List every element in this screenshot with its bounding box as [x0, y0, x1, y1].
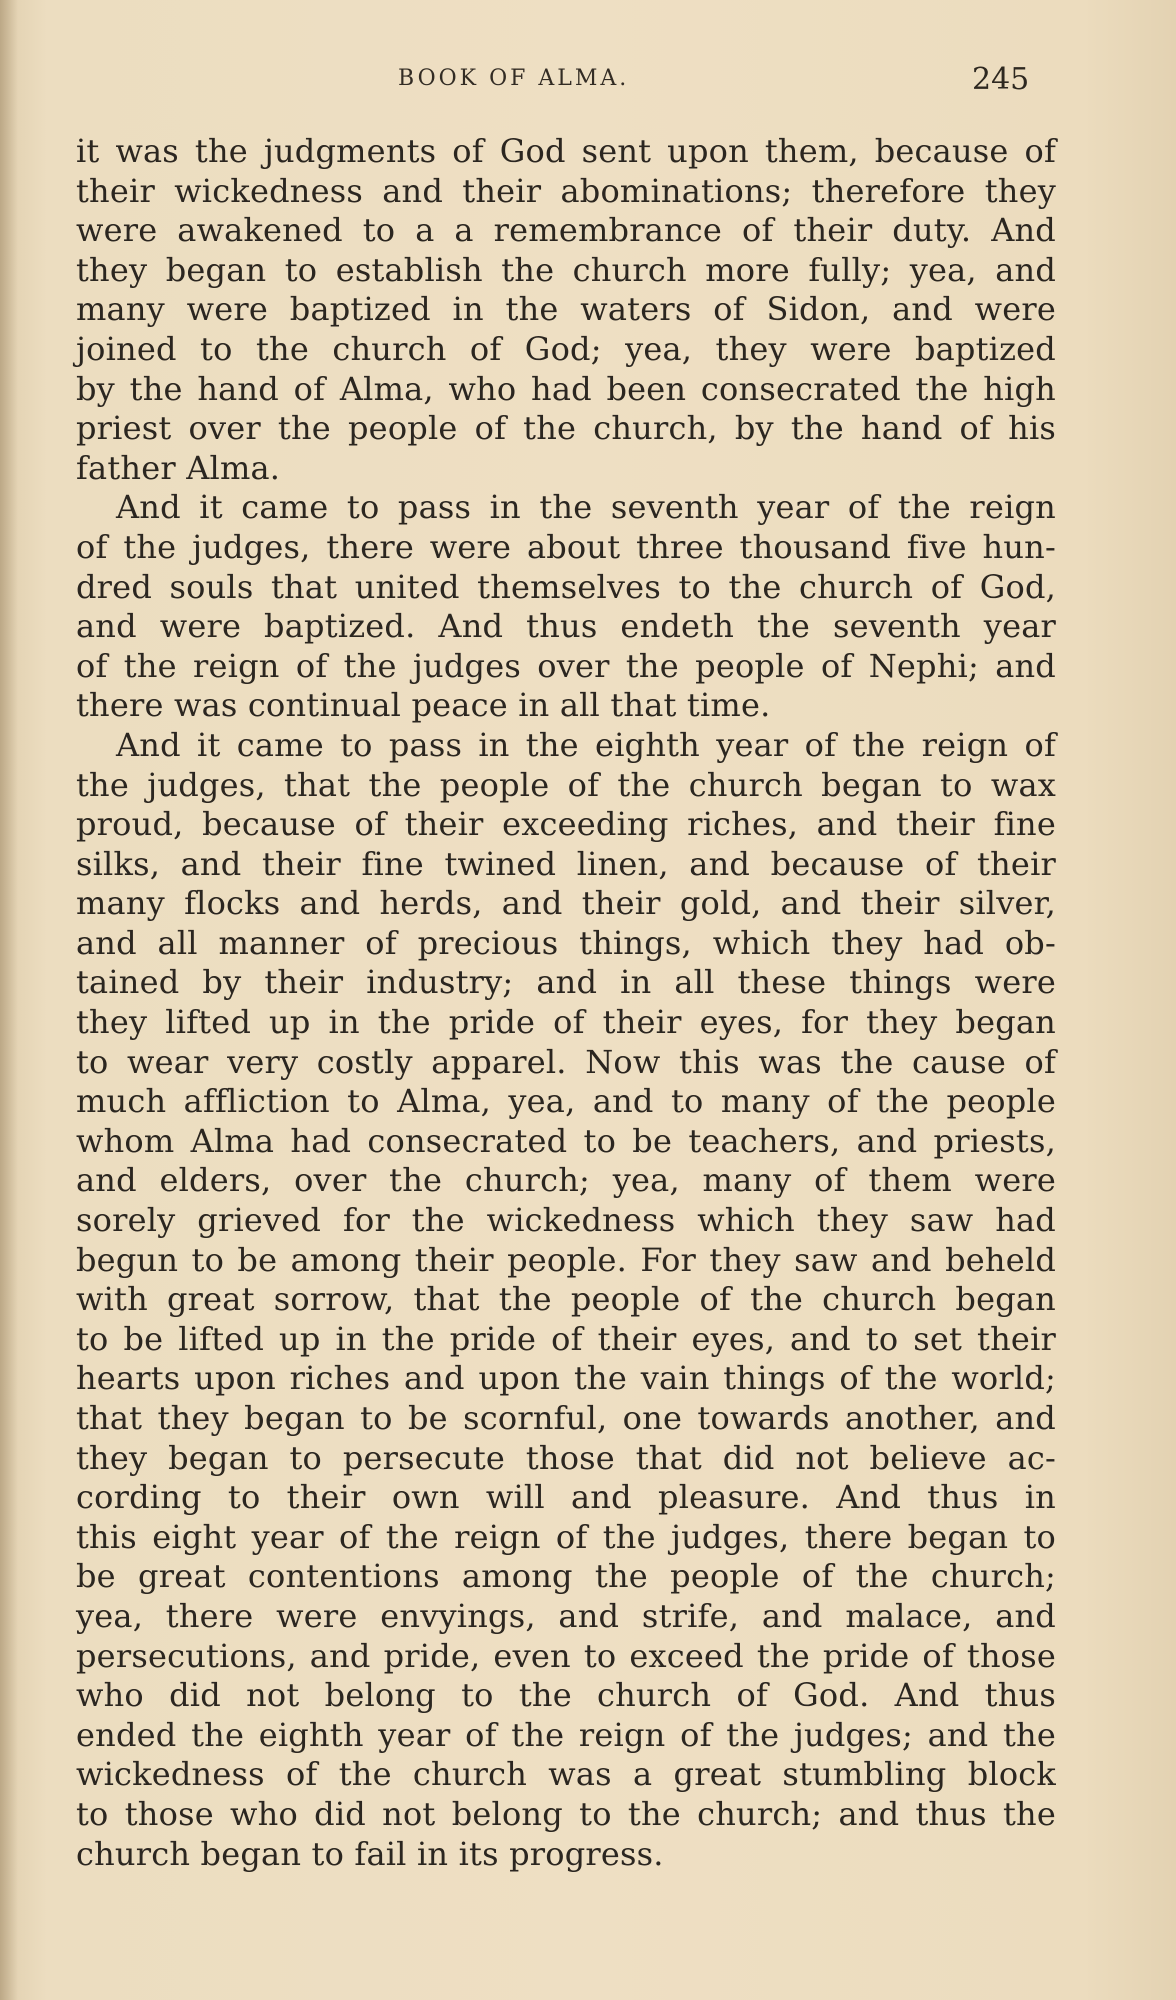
body-text: [76, 132, 1056, 1874]
paragraph-end-line: there was continual peace in all that time.: [76, 686, 771, 725]
text-line: their wickedness and their abominations; therefore they: [76, 171, 1056, 210]
text-line: they began to persecute those that did not believe ac-: [76, 1438, 1056, 1477]
paragraph-end-line: father Alma.: [76, 448, 281, 487]
paragraph-end-line: church began to fail in its progress.: [76, 1834, 664, 1873]
text-line: ended the eighth year of the reign of the judges; and the: [76, 1715, 1056, 1754]
text-line: by the hand of Alma, who had been consecrated the high: [76, 369, 1056, 408]
paragraph-start-line: And it came to pass in the eighth year of the reign of: [116, 725, 1056, 764]
text-line: that they began to be scornful, one towards another, and: [76, 1399, 1056, 1437]
text-line: begun to be among their people. For they saw and beheld: [76, 1240, 1056, 1279]
text-line: silks, and their fine twined linen, and because of their: [76, 844, 1056, 883]
text-line: who did not belong to the church of God. And thus: [76, 1676, 1056, 1715]
text-line: the judges, that the people of the church began to wax: [76, 765, 1056, 804]
text-line: this eight year of the reign of the judges, there began to: [76, 1517, 1056, 1556]
text-line: sorely grieved for the wickedness which they saw had: [76, 1201, 1056, 1240]
text-line: priest over the people of the church, by the hand of his: [76, 409, 1056, 448]
page-number: 245: [972, 62, 1030, 97]
text-line: to be lifted up in the pride of their eyes, and to set their: [76, 1319, 1056, 1358]
text-line: of the reign of the judges over the people of Nephi; and: [76, 646, 1056, 685]
text-line: to those who did not belong to the church; and thus the: [76, 1794, 1056, 1833]
text-line: with great sorrow, that the people of the church began: [76, 1280, 1056, 1319]
text-line: joined to the church of God; yea, they were baptized: [76, 329, 1056, 368]
text-line: yea, there were envyings, and strife, and malace, and: [76, 1596, 1056, 1635]
text-line: many flocks and herds, and their gold, and their silver,: [76, 884, 1056, 923]
text-line: they began to establish the church more fully; yea, and: [76, 250, 1056, 289]
gutter-shadow: [0, 0, 18, 2000]
text-line: wickedness of the church was a great stumbling block: [76, 1755, 1056, 1794]
text-line: and all manner of precious things, which they had ob-: [76, 923, 1056, 962]
text-line: hearts upon riches and upon the vain things of the world;: [76, 1359, 1056, 1398]
text-line: and elders, over the church; yea, many of them were: [76, 1161, 1056, 1200]
running-head: [0, 62, 1176, 102]
text-line: of the judges, there were about three thousand five hun-: [76, 527, 1056, 566]
text-line: it was the judgments of God sent upon them, because of: [76, 132, 1056, 170]
text-line: were awakened to a a remembrance of their duty. And: [76, 211, 1056, 250]
text-line: to wear very costly apparel. Now this was the cause of: [76, 1042, 1056, 1081]
text-line: persecutions, and pride, even to exceed the pride of those: [76, 1636, 1056, 1675]
text-line: tained by their industry; and in all these things were: [76, 963, 1056, 1002]
text-line: they lifted up in the pride of their eyes, for they began: [76, 1003, 1056, 1042]
text-line: whom Alma had consecrated to be teachers, and priests,: [76, 1121, 1056, 1160]
text-line: much affliction to Alma, yea, and to many of the people: [76, 1082, 1056, 1121]
text-line: be great contentions among the people of the church;: [76, 1557, 1056, 1596]
running-title: BOOK OF ALMA.: [398, 66, 630, 91]
text-line: proud, because of their exceeding riches, and their fine: [76, 805, 1056, 844]
text-line: and were baptized. And thus endeth the seventh year: [76, 607, 1056, 646]
text-line: many were baptized in the waters of Sidon, and were: [76, 290, 1056, 329]
text-line: dred souls that united themselves to the church of God,: [76, 567, 1056, 606]
text-line: cording to their own will and pleasure. And thus in: [76, 1478, 1056, 1517]
paragraph-start-line: And it came to pass in the seventh year of the reign: [116, 488, 1056, 527]
